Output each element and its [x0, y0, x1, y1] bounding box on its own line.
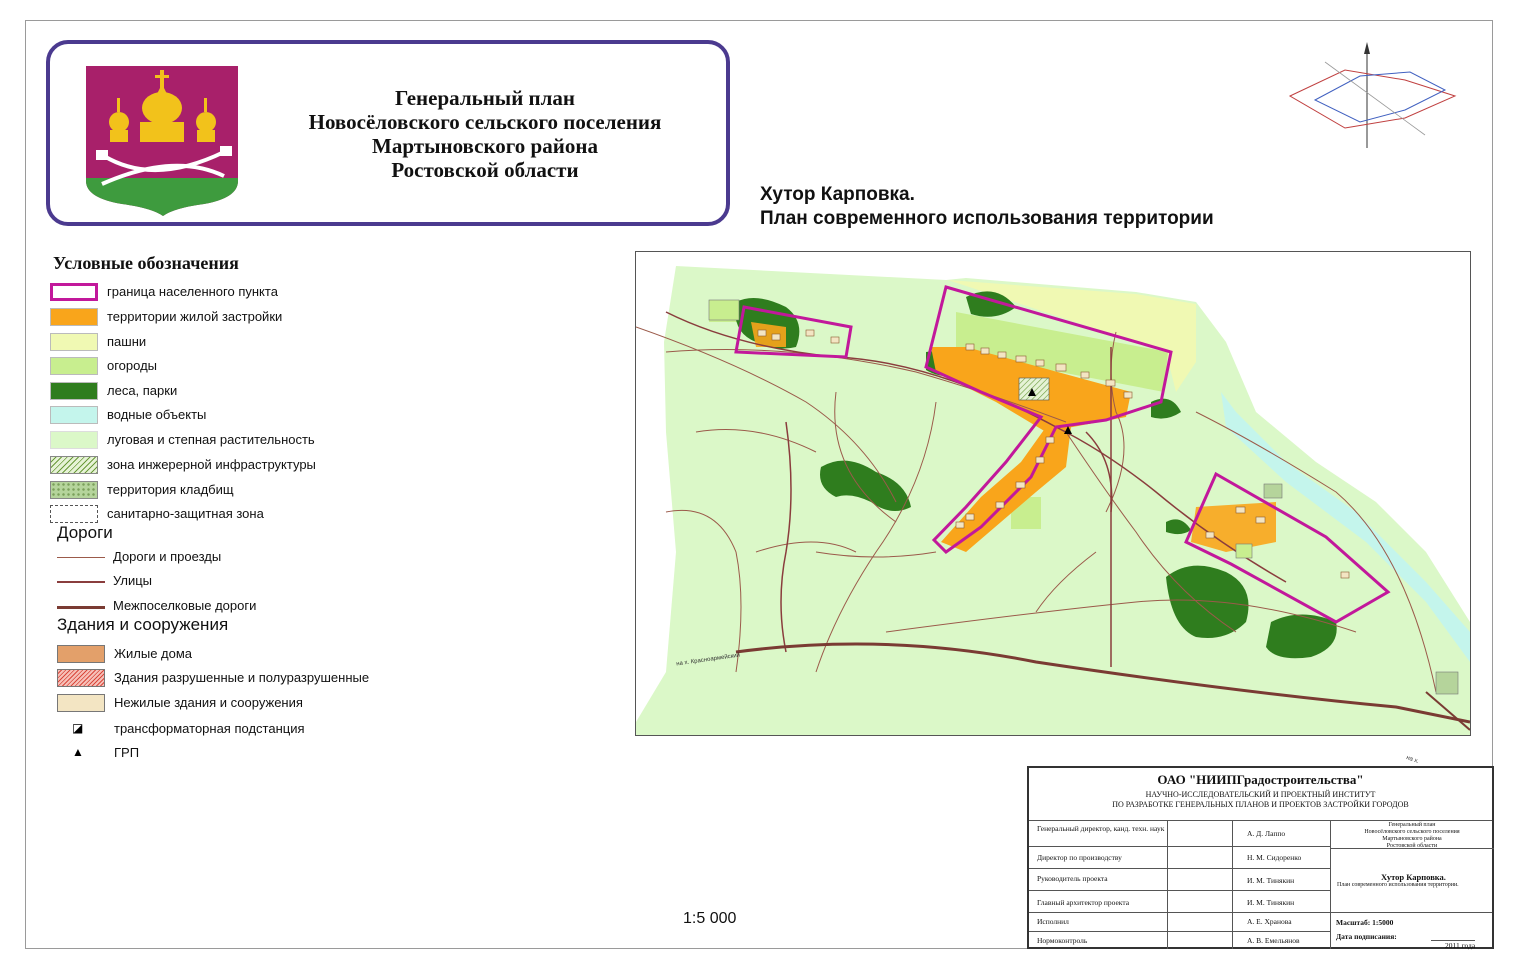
title-line: Ростовской области [391, 158, 579, 182]
divider [1167, 820, 1168, 949]
legend-label: зона инжерерной инфраструктуры [107, 457, 316, 472]
coat-of-arms-emblem [84, 66, 242, 216]
name-cell: И. М. Тинякин [1247, 898, 1295, 907]
institute-line: ПО РАЗРАБОТКЕ ГЕНЕРАЛЬНЫХ ПЛАНОВ И ПРОЕКТОВ ЗАСТРОЙКИ ГОРОДОВ [1112, 800, 1409, 809]
role-cell: Руководитель проекта [1037, 874, 1108, 883]
building-label: Нежилые здания и сооружения [114, 695, 303, 710]
divider [1029, 820, 1492, 821]
legend-label: пашни [107, 334, 147, 349]
infrastructure-swatch [50, 456, 98, 474]
residential-territory [1191, 502, 1276, 552]
name-cell: А. В. Емельянов [1247, 936, 1300, 945]
arable-land [1236, 544, 1252, 558]
legend-label: луговая и степная растительность [107, 432, 315, 447]
building-label: Жилые дома [114, 646, 193, 661]
map-frame [635, 251, 1471, 736]
plan-info-line: Генеральный план [1388, 822, 1436, 828]
role-cell [1037, 824, 1164, 833]
sheet-subtitle: План современного использования территории. [1337, 882, 1459, 888]
triangle-icon: ▲ [72, 745, 84, 759]
road-name-label: на х. [1405, 754, 1420, 766]
name-cell: И. М. Тинякин [1247, 876, 1295, 885]
role-text: Генеральный директор, канд. техн. наук [1037, 824, 1165, 833]
boundary-swatch [50, 283, 98, 301]
divider [1330, 820, 1331, 949]
legend-heading: Условные обозначения [53, 253, 239, 273]
road-name-label: на х. Красноармейский [675, 652, 741, 668]
title-line: Генеральный план [394, 86, 576, 110]
divider [1029, 912, 1492, 913]
map-subtitle [760, 183, 1214, 231]
year-cell: 2011 года [1431, 940, 1475, 950]
sanitary-zone-swatch [50, 505, 98, 523]
street-line [57, 581, 105, 583]
name-cell: А. Д. Лаппо [1247, 829, 1286, 838]
divider [1029, 890, 1330, 891]
legend-label: огороды [107, 358, 158, 373]
subtitle-line-2: План современного использования территории [760, 208, 1214, 229]
legend-label: территории жилой застройки [107, 309, 283, 324]
roads-heading: Дороги [57, 523, 113, 542]
divider [1232, 820, 1233, 949]
symbol-label: трансформаторная подстанция [114, 721, 305, 736]
transformer-icon: ◪ [72, 721, 84, 735]
cemetery [1436, 672, 1458, 694]
scale-label: 1:5 000 [683, 910, 737, 927]
cemetery [1264, 484, 1282, 498]
arable-swatch [50, 333, 98, 351]
organization-name: ОАО "НИИПГрадостроительства" [1157, 772, 1364, 787]
role-cell: Нормоконтроль [1037, 936, 1088, 945]
nonresidential-building-swatch [57, 694, 105, 712]
plan-info-line: Ростовской области [1386, 843, 1438, 849]
title-block-stamp [1027, 766, 1494, 949]
ruined-building-swatch [57, 669, 105, 687]
institute-name [1029, 790, 1492, 810]
plan-title [244, 86, 726, 182]
divider [1029, 846, 1330, 847]
road-label: Межпоселковые дороги [113, 598, 257, 613]
road-label: Дороги и проезды [113, 549, 222, 564]
intersettlement-road-line [57, 606, 105, 609]
scale-cell: Масштаб: 1:5000 [1336, 918, 1394, 927]
subtitle-line-1: Хутор Карповка. [760, 184, 915, 205]
north-arrow-locator [1285, 40, 1465, 152]
meadow-swatch [50, 431, 98, 449]
plan-info-line: Мартыновского района [1382, 836, 1442, 842]
role-cell: Исполнил [1037, 917, 1069, 926]
road-label: Улицы [113, 573, 153, 588]
role-cell: Директор по производству [1037, 853, 1122, 862]
name-cell: А. Е. Хранова [1247, 917, 1292, 926]
legend-label: водные объекты [107, 407, 207, 422]
water-swatch [50, 406, 98, 424]
residential-house-swatch [57, 645, 105, 663]
divider [1029, 868, 1330, 869]
road-line [57, 557, 105, 558]
symbol-label: ГРП [114, 745, 140, 760]
legend-label: территория кладбищ [107, 482, 234, 497]
cemetery-swatch [50, 481, 98, 499]
sheet-title: Хутор Карповка. [1381, 872, 1446, 882]
legend-label: граница населенного пункта [107, 284, 278, 299]
title-line: Мартыновского района [372, 134, 598, 158]
legend-label: санитарно-защитная зона [107, 506, 264, 521]
plan-info-line: Новосёловского сельского поселения [1364, 829, 1460, 835]
title-line: Новосёловского сельского поселения [308, 110, 662, 134]
gardens-swatch [50, 357, 98, 375]
settlement-map [636, 252, 1470, 735]
forest-swatch [50, 382, 98, 400]
residential-swatch [50, 308, 98, 326]
arable-land [709, 300, 739, 320]
role-cell: Главный архитектор проекта [1037, 898, 1130, 907]
buildings-heading: Здания и сооружения [57, 615, 229, 634]
name-cell: Н. М. Сидоренко [1247, 853, 1302, 862]
legend-label: леса, парки [107, 383, 178, 398]
divider [1029, 931, 1330, 932]
plan-info [1332, 822, 1492, 850]
infrastructure-zone [1019, 378, 1049, 400]
building-label: Здания разрушенные и полуразрушенные [114, 670, 370, 685]
date-cell: Дата подписания: [1336, 932, 1397, 941]
institute-line: НАУЧНО-ИССЛЕДОВАТЕЛЬСКИЙ И ПРОЕКТНЫЙ ИНСТИТУТ [1145, 790, 1376, 799]
